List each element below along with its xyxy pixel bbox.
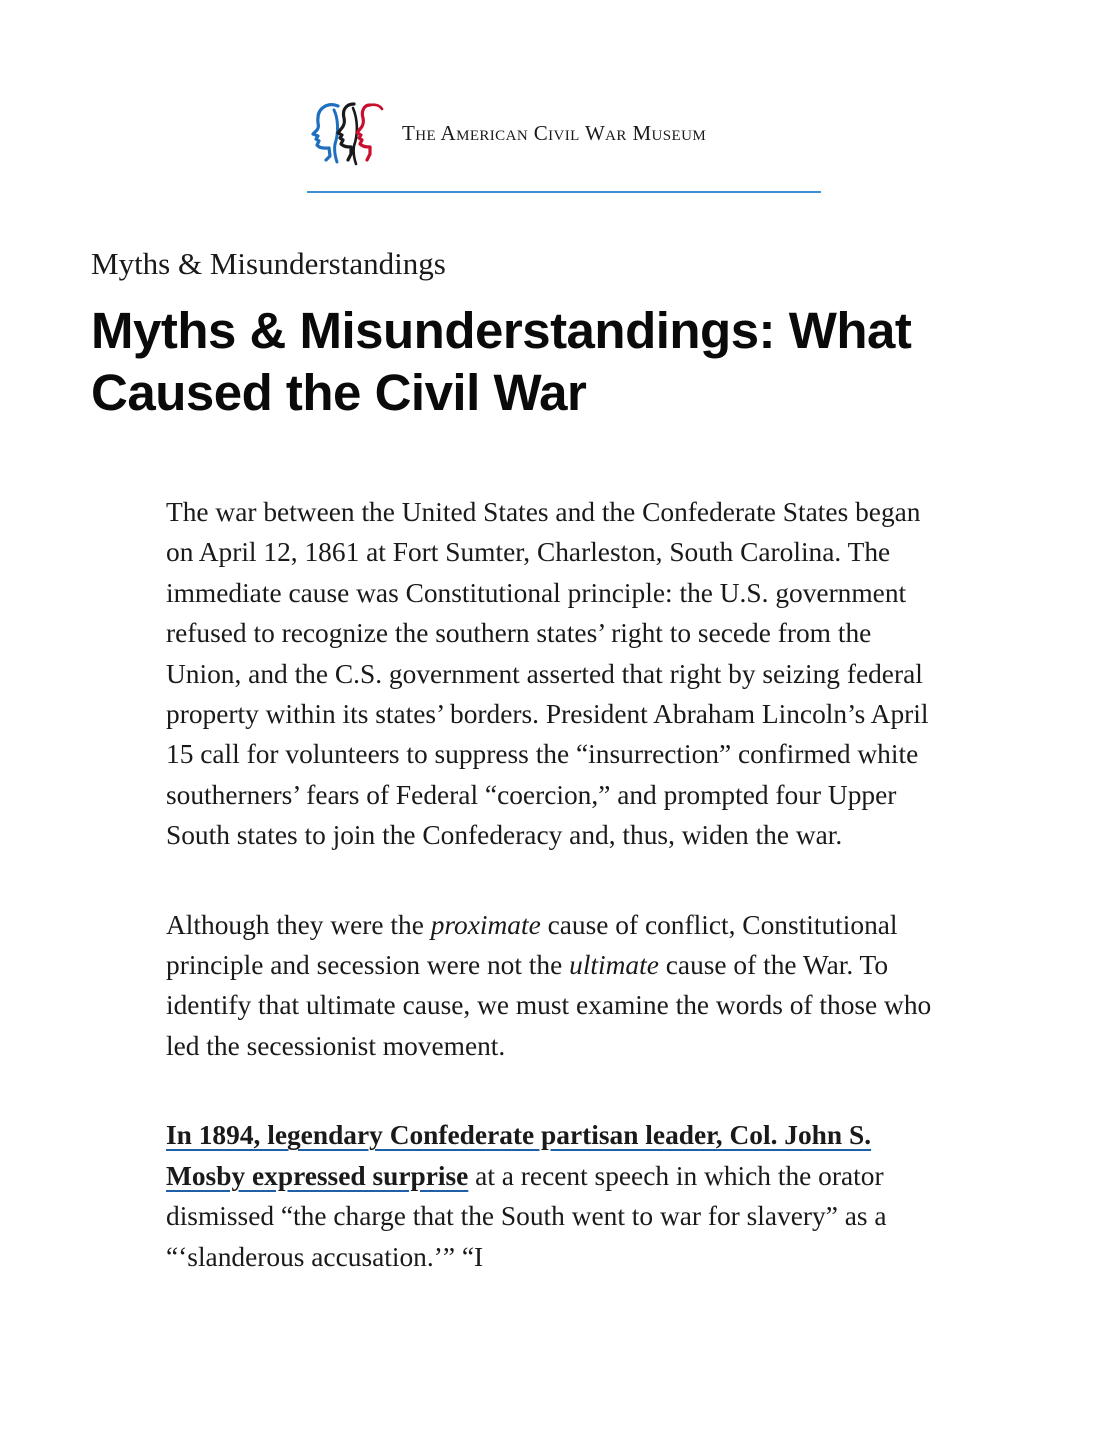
silhouette-profiles-icon — [304, 96, 400, 168]
article-paragraph-3 — [166, 1115, 936, 1277]
category-kicker: Myths & Misunderstandings — [91, 246, 446, 281]
site-header — [0, 0, 1100, 200]
viewport-clip — [0, 1386, 1100, 1447]
article-paragraph-1: The war between the United States and the Confederate States began on April 12, 1861 at Fort Sumter, Charleston, South Carolina. The immediate cause was Constitutional principle: the U.S. government refused to recognize the southern states’ right to secede from the Union, and the C.S. government asserted that right by seizing federal property within its states’ borders. President Abraham Lincoln’s April 15 call for volunteers to suppress the “insurrection” confirmed white southerners’ fears of Federal “coercion,” and prompted four Upper South states to join the Confederacy and, thus, widen the war. — [166, 497, 929, 851]
header-divider — [307, 191, 821, 193]
mosby-surprise-link[interactable]: In 1894, legendary Confederate partisan leader, Col. John S. Mosby expressed surprise — [166, 1120, 872, 1191]
emphasis-proximate: proximate — [430, 909, 541, 940]
emphasis-ultimate: ultimate — [569, 950, 659, 981]
paragraph-text: cause of conflict, Constitutional principle and secession were not the — [166, 909, 898, 981]
page-title: Myths & Misunderstandings: What Caused the Civil War — [91, 302, 912, 421]
paragraph-text: at a recent speech in which the orator dismissed “the charge that the South went to war for slavery” as a “‘slanderous accusation.’” “I — [166, 1160, 887, 1272]
article-paragraph-2 — [166, 905, 936, 1067]
museum-logo-link[interactable] — [304, 96, 706, 168]
paragraph-text: cause of the War. To identify that ultimate cause, we must examine the words of those who led the secessionist movement. — [166, 950, 932, 1061]
paragraph-text: Although they were the — [166, 909, 431, 940]
article-body — [166, 492, 936, 1326]
museum-logo-text: The American Civil War Museum — [402, 120, 707, 145]
